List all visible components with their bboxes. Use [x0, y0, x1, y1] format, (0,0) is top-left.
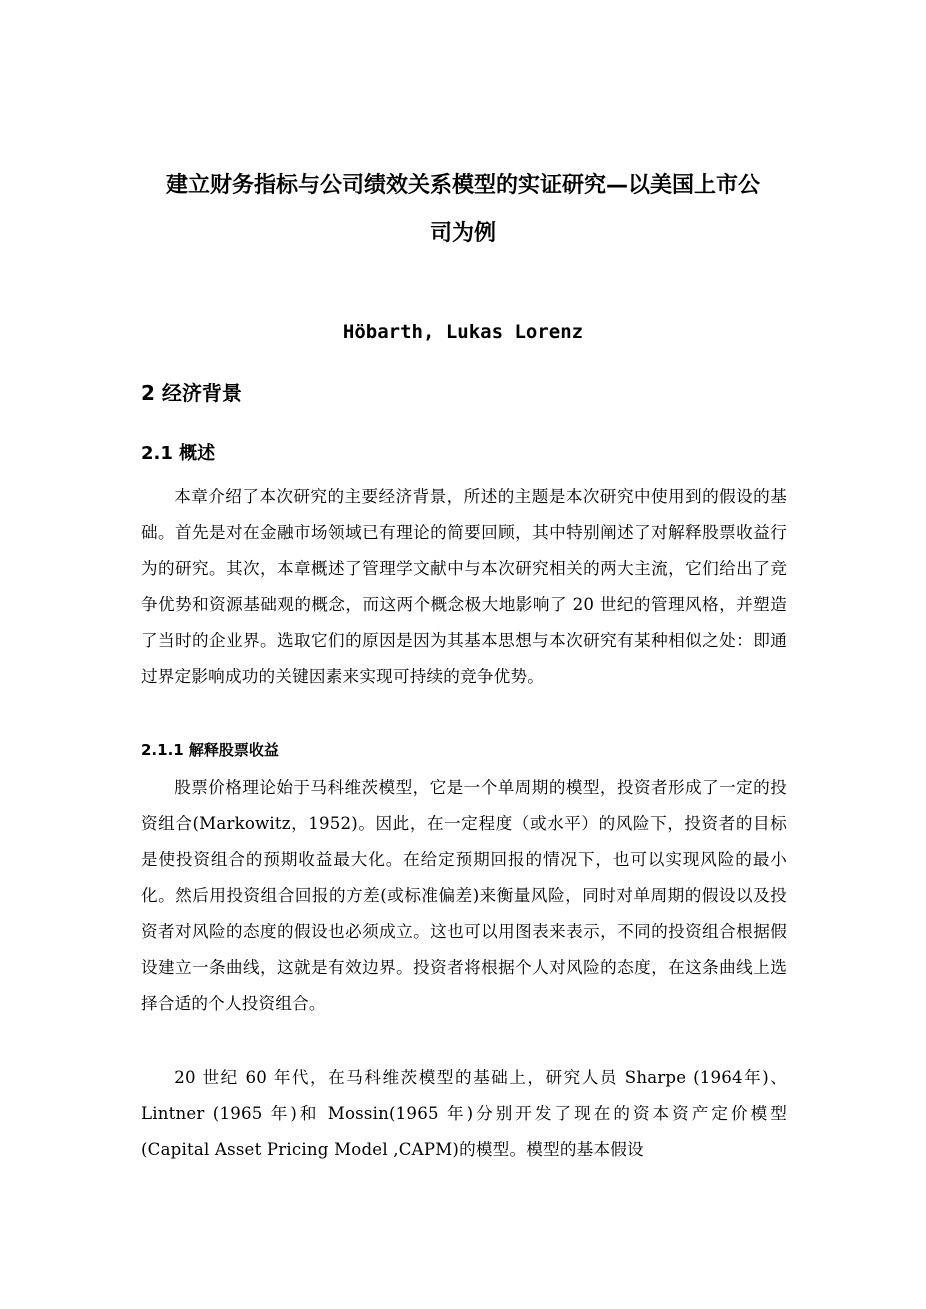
paragraph-markowitz: 股票价格理论始于马科维茨模型，它是一个单周期的模型，投资者形成了一定的投资组合(Markowitz，1952)。因此，在一定程度（或水平）的风险下，投资者的目标是使投资组合的预期收益最大化。在给定预期回报的情况下，也可以实现风险的最小化。然后用投资组合回报的方差(或标准偏差)来衡量风险，同时对单周期的假设以及投资者对风险的态度的假设也必须成立。这也可以用图表来表示，不同的投资组合根据假设建立一条曲线，这就是有效边界。投资者将根据个人对风险的态度，在这条曲线上选择合适的个人投资组合。: [141, 778, 787, 1013]
subsection-heading: 2.1 概述: [141, 443, 216, 464]
document-title: [120, 162, 806, 258]
subsubsection-heading: 2.1.1 解释股票收益: [141, 741, 279, 759]
paragraph-capm: 20 世纪 60 年代，在马科维茨模型的基础上，研究人员 Sharpe (1964年)、Lintner (1965 年)和 Mossin(1965 年)分别开发了现在的资本资产定价模型(Capital Asset Pricing Model ,CAPM)的模型。模型的基本假设: [141, 1068, 787, 1159]
author-name: Höbarth, Lukas Lorenz: [342, 321, 584, 343]
title-line-2: 司为例: [429, 221, 496, 246]
paragraph-overview: 本章介绍了本次研究的主要经济背景，所述的主题是本次研究中使用到的假设的基础。首先是对在金融市场领域已有理论的简要回顾，其中特别阐述了对解释股票收益行为的研究。其次，本章概述了管理学文献中与本次研究相关的两大主流，它们给出了竞争优势和资源基础观的概念，而这两个概念极大地影响了 20 世纪的管理风格，并塑造了当时的企业界。选取它们的原因是因为其基本思想与本次研究有某种相似之处：即通过界定影响成功的关键因素来实现可持续的竞争优势。: [141, 487, 787, 686]
section-heading: 2 经济背景: [141, 381, 242, 405]
title-line-1: 建立财务指标与公司绩效关系模型的实证研究—以美国上市公: [165, 173, 760, 198]
